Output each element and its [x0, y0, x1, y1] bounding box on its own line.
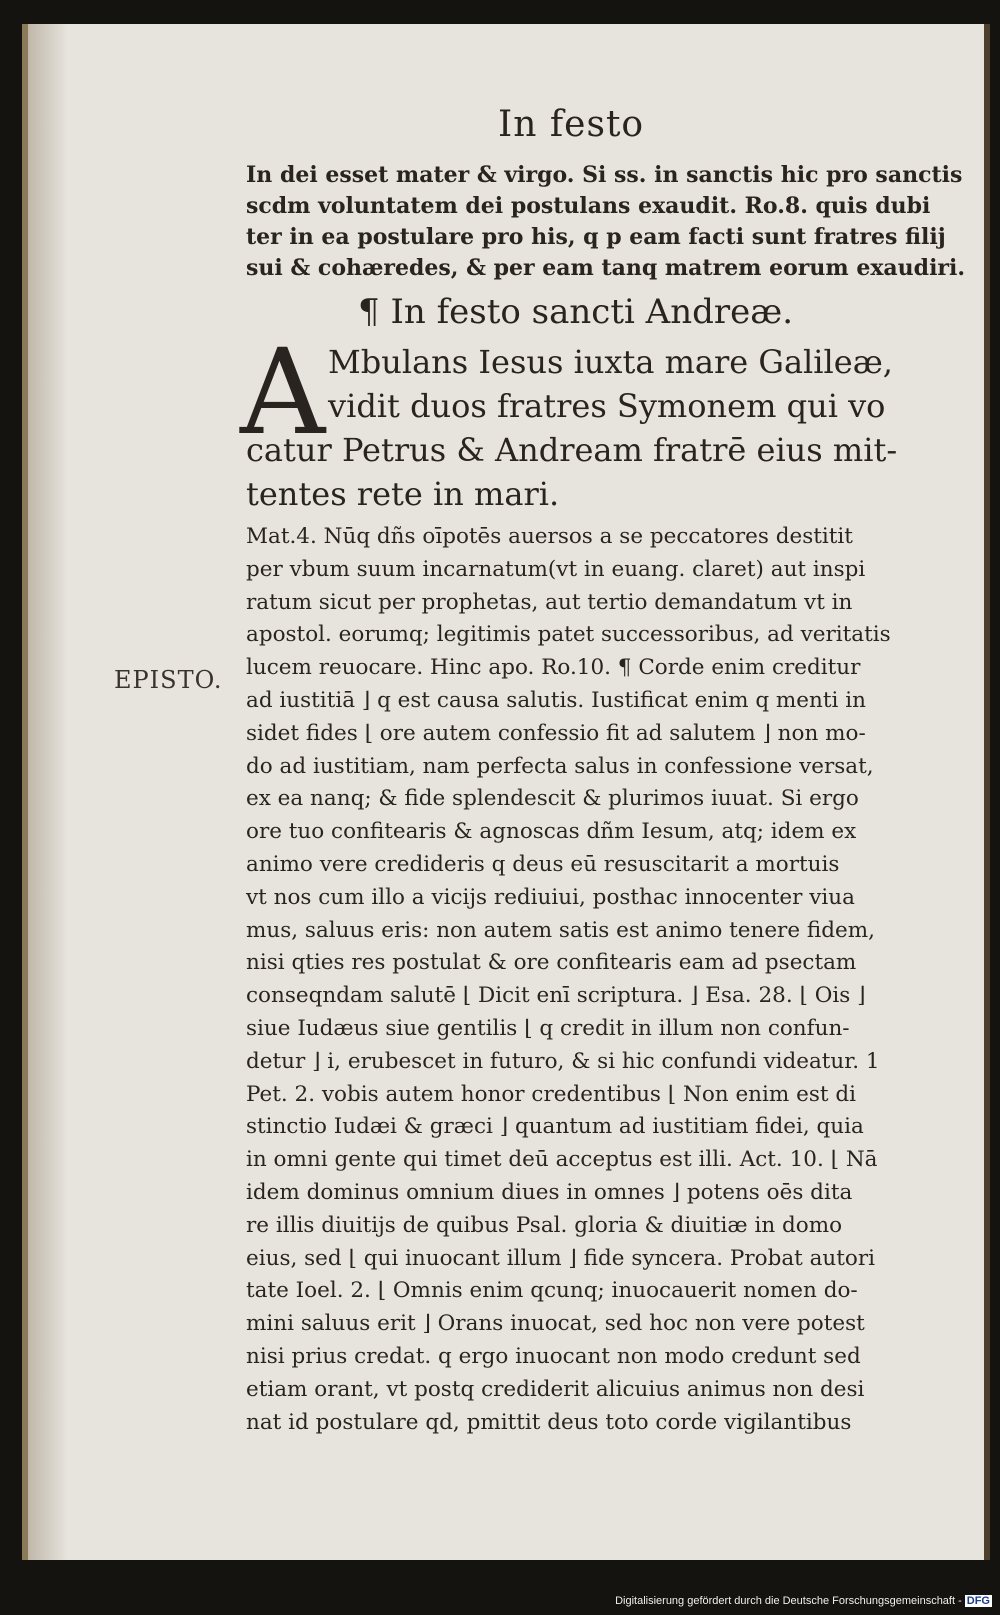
text-line: apostol. eorumq; legitimis patet successoribus, ad veritatis	[246, 622, 891, 648]
margin-note: EPISTO.	[114, 666, 223, 694]
text-line: siue Iudæus siue gentilis ⌊ q credit in illum non confun-	[246, 1015, 850, 1041]
text-line: tate Ioel. 2. ⌊ Omnis enim qcunq; inuocauerit nomen do-	[246, 1278, 858, 1304]
text-line: Mbulans Iesus iuxta mare Galileæ,	[328, 343, 893, 381]
text-line: catur Petrus & Andream fratrē eius mit-	[246, 431, 898, 469]
text-line: nat id postulare qd, pmittit deus toto corde vigilantibus	[246, 1409, 852, 1435]
text-line: Mat.4. Nūq dñs oīpotēs auersos a se peccatores destitit	[246, 524, 853, 549]
text-line: ad iustitiā ⌋ q est causa salutis. Iustificat enim q menti in	[246, 687, 866, 713]
gospel-continuation	[246, 428, 897, 516]
text-line: etiam orant, vt postq crediderit alicuius animus non desi	[246, 1376, 865, 1402]
text-line: ore tuo confitearis & agnoscas dñm Iesum, atq; idem ex	[246, 819, 857, 845]
text-line: ex ea nanq; & fide splendescit & plurimos iuuat. Si ergo	[246, 786, 859, 812]
text-line: In dei esset mater & virgo. Si ss. in sanctis hic pro sanctis	[246, 162, 963, 188]
text-line: Pet. 2. vobis autem honor credentibus ⌊ Non enim est di	[246, 1081, 856, 1107]
text-line: sui & cohæredes, & per eam tanq matrem eorum exaudiri.	[246, 255, 966, 281]
text-line: in omni gente qui timet deū acceptus est illi. Act. 10. ⌊ Nā	[246, 1147, 878, 1173]
text-line: vt nos cum illo a vicijs rediuiui, posthac innocenter viua	[246, 884, 855, 910]
credit-text: Digitalisierung gefördert durch die Deutsche Forschungsgemeinschaft -	[615, 1595, 962, 1607]
text-line: sidet fides ⌊ ore autem confessio fit ad salutem ⌋ non mo-	[246, 720, 866, 746]
text-line: mini saluus erit ⌋ Orans inuocat, sed hoc non vere potest	[246, 1311, 865, 1337]
text-line: do ad iustitiam, nam perfecta salus in confessione versat,	[246, 753, 874, 779]
text-line: per vbum suum incarnatum(vt in euang. claret) aut inspi	[246, 556, 866, 582]
text-line: animo vere credideris q deus eū resuscitarit a mortuis	[246, 851, 840, 877]
text-line: conseqndam salutē ⌊ Dicit enī scriptura. ⌋ Esa. 28. ⌊ Ois ⌋	[246, 983, 866, 1009]
text-line: vidit duos fratres Symonem qui vo	[328, 387, 886, 425]
text-line: detur ⌋ i, erubescet in futuro, & si hic confundi videatur. 1	[246, 1048, 880, 1074]
text-line: nisi qties res postulat & ore confitearis eam ad psectam	[246, 950, 857, 976]
intro-paragraph	[246, 160, 965, 284]
text-line: idem dominus omnium diues in omnes ⌋ potens oēs dita	[246, 1179, 853, 1205]
running-head: In festo	[498, 104, 645, 145]
text-line: scdm voluntatem dei postulans exaudit. Ro.8. quis dubi	[246, 193, 931, 219]
commentary-paragraph	[246, 521, 891, 1439]
text-line: lucem reuocare. Hinc apo. Ro.10. ¶ Corde enim creditur	[246, 655, 861, 681]
drop-cap: A	[240, 323, 326, 461]
text-line: mus, saluus eris: non autem satis est animo tenere fidem,	[246, 917, 875, 943]
dfg-logo: DFG	[966, 1595, 990, 1607]
section-heading: ¶ In festo sancti Andreæ.	[358, 292, 794, 332]
book-page	[22, 24, 990, 1560]
text-line: re illis diuitijs de quibus Psal. gloria & diuitiæ in domo	[246, 1212, 843, 1238]
text-line: ratum sicut per prophetas, aut tertio demandatum vt in	[246, 589, 853, 615]
text-line: eius, sed ⌊ qui inuocant illum ⌋ fide syncera. Probat autori	[246, 1245, 876, 1271]
text-line: tentes rete in mari.	[246, 475, 560, 513]
gospel-lead-lines	[328, 340, 893, 428]
text-line: stinctio Iudæi & græci ⌋ quantum ad iustitiam fidei, quia	[246, 1114, 864, 1140]
text-line: ter in ea postulare pro his, q p eam facti sunt fratres filij	[246, 224, 946, 250]
text-line: nisi prius credat. q ergo inuocant non modo credunt sed	[246, 1343, 861, 1369]
digitization-credit	[615, 1595, 992, 1607]
